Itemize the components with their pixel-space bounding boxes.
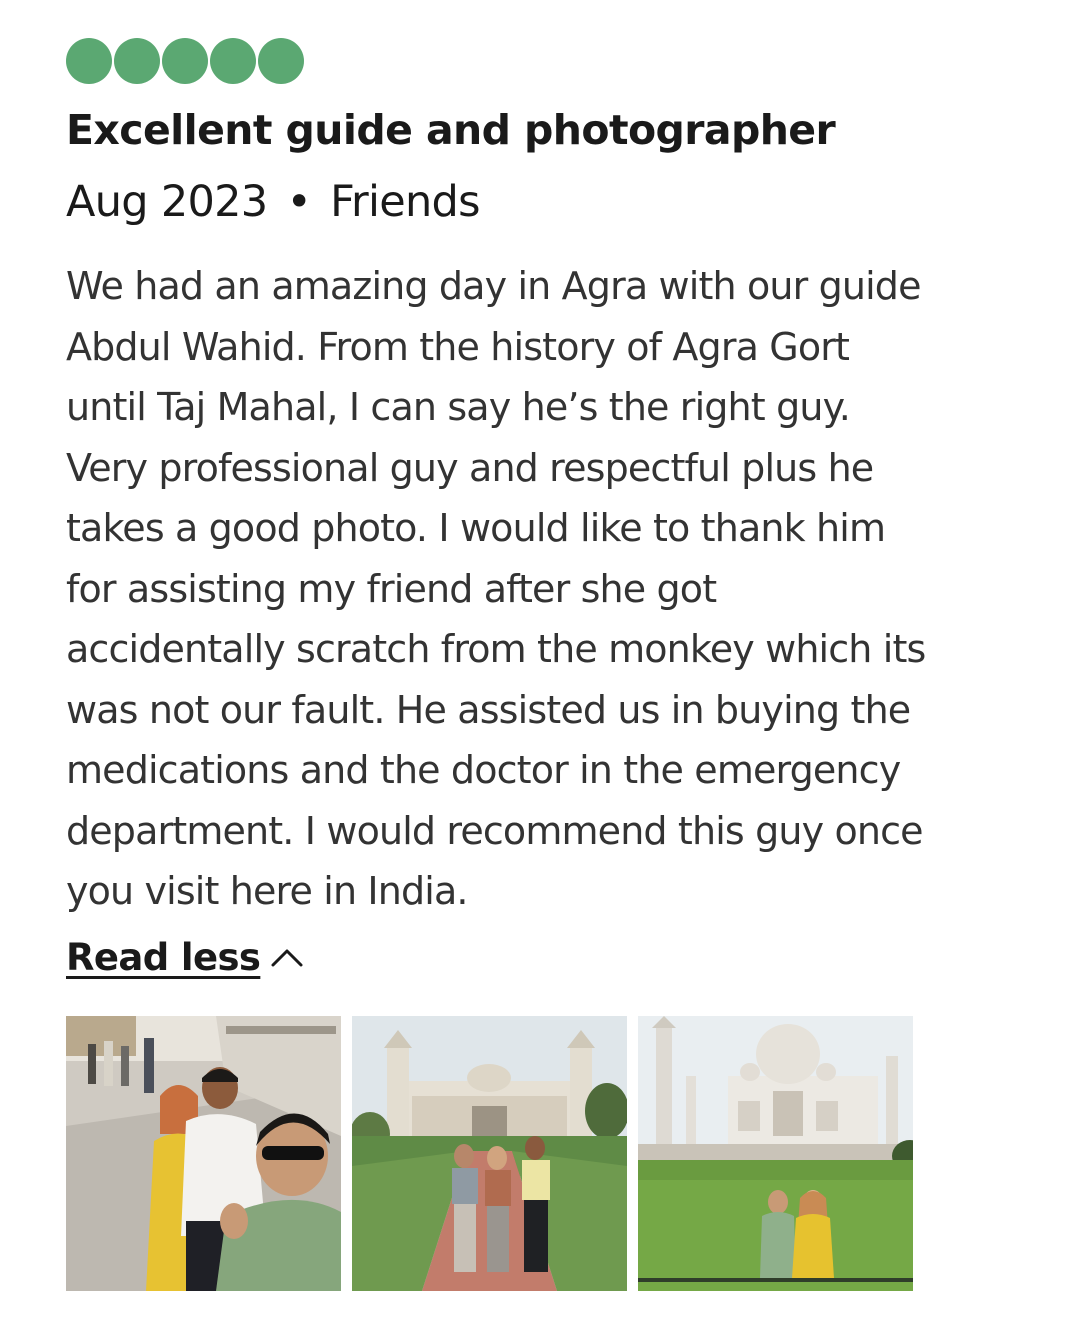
review-body-line: you visit here in India. (66, 869, 468, 913)
review-photo-taj-mahal[interactable] (638, 1016, 913, 1291)
read-less-button[interactable] (66, 936, 304, 979)
trip-type: Friends (330, 177, 480, 227)
review-body-line: was not our fault. He assisted us in buying the (66, 687, 911, 732)
rating-bubbles (66, 38, 1026, 84)
review-title: Excellent guide and photographer (66, 106, 836, 154)
review-date: Aug 2023 (66, 177, 268, 227)
review-body-line: Abdul Wahid. From the history of Agra Gort (66, 324, 850, 369)
review-photo-itimad-ud-daulah[interactable] (352, 1016, 627, 1291)
rating-bubble-icon (258, 38, 304, 84)
review-body-line: department. I would recommend this guy once (66, 808, 923, 853)
chevron-up-icon (270, 946, 304, 968)
meta-separator: • (286, 177, 312, 227)
rating-bubble-icon (162, 38, 208, 84)
review-photo-selfie[interactable] (66, 1016, 341, 1291)
rating-bubble-icon (114, 38, 160, 84)
review-body-line: takes a good photo. I would like to thank him (66, 506, 886, 550)
read-less-label: Read less (66, 935, 261, 979)
review-photos (66, 1016, 913, 1291)
review-body (66, 256, 1026, 922)
rating-bubble-icon (66, 38, 112, 84)
review-card (66, 38, 1026, 979)
review-meta (66, 174, 1026, 230)
review-body-line: Very professional guy and respectful plus he (66, 445, 874, 490)
review-body-line: until Taj Mahal, I can say he’s the right guy. (66, 385, 851, 429)
review-body-line: accidentally scratch from the monkey which its (66, 627, 926, 671)
rating-bubble-icon (210, 38, 256, 84)
review-body-line: for assisting my friend after she got (66, 566, 717, 611)
review-body-line: We had an amazing day in Agra with our guide (66, 264, 921, 308)
review-body-line: medications and the doctor in the emergency (66, 748, 901, 792)
